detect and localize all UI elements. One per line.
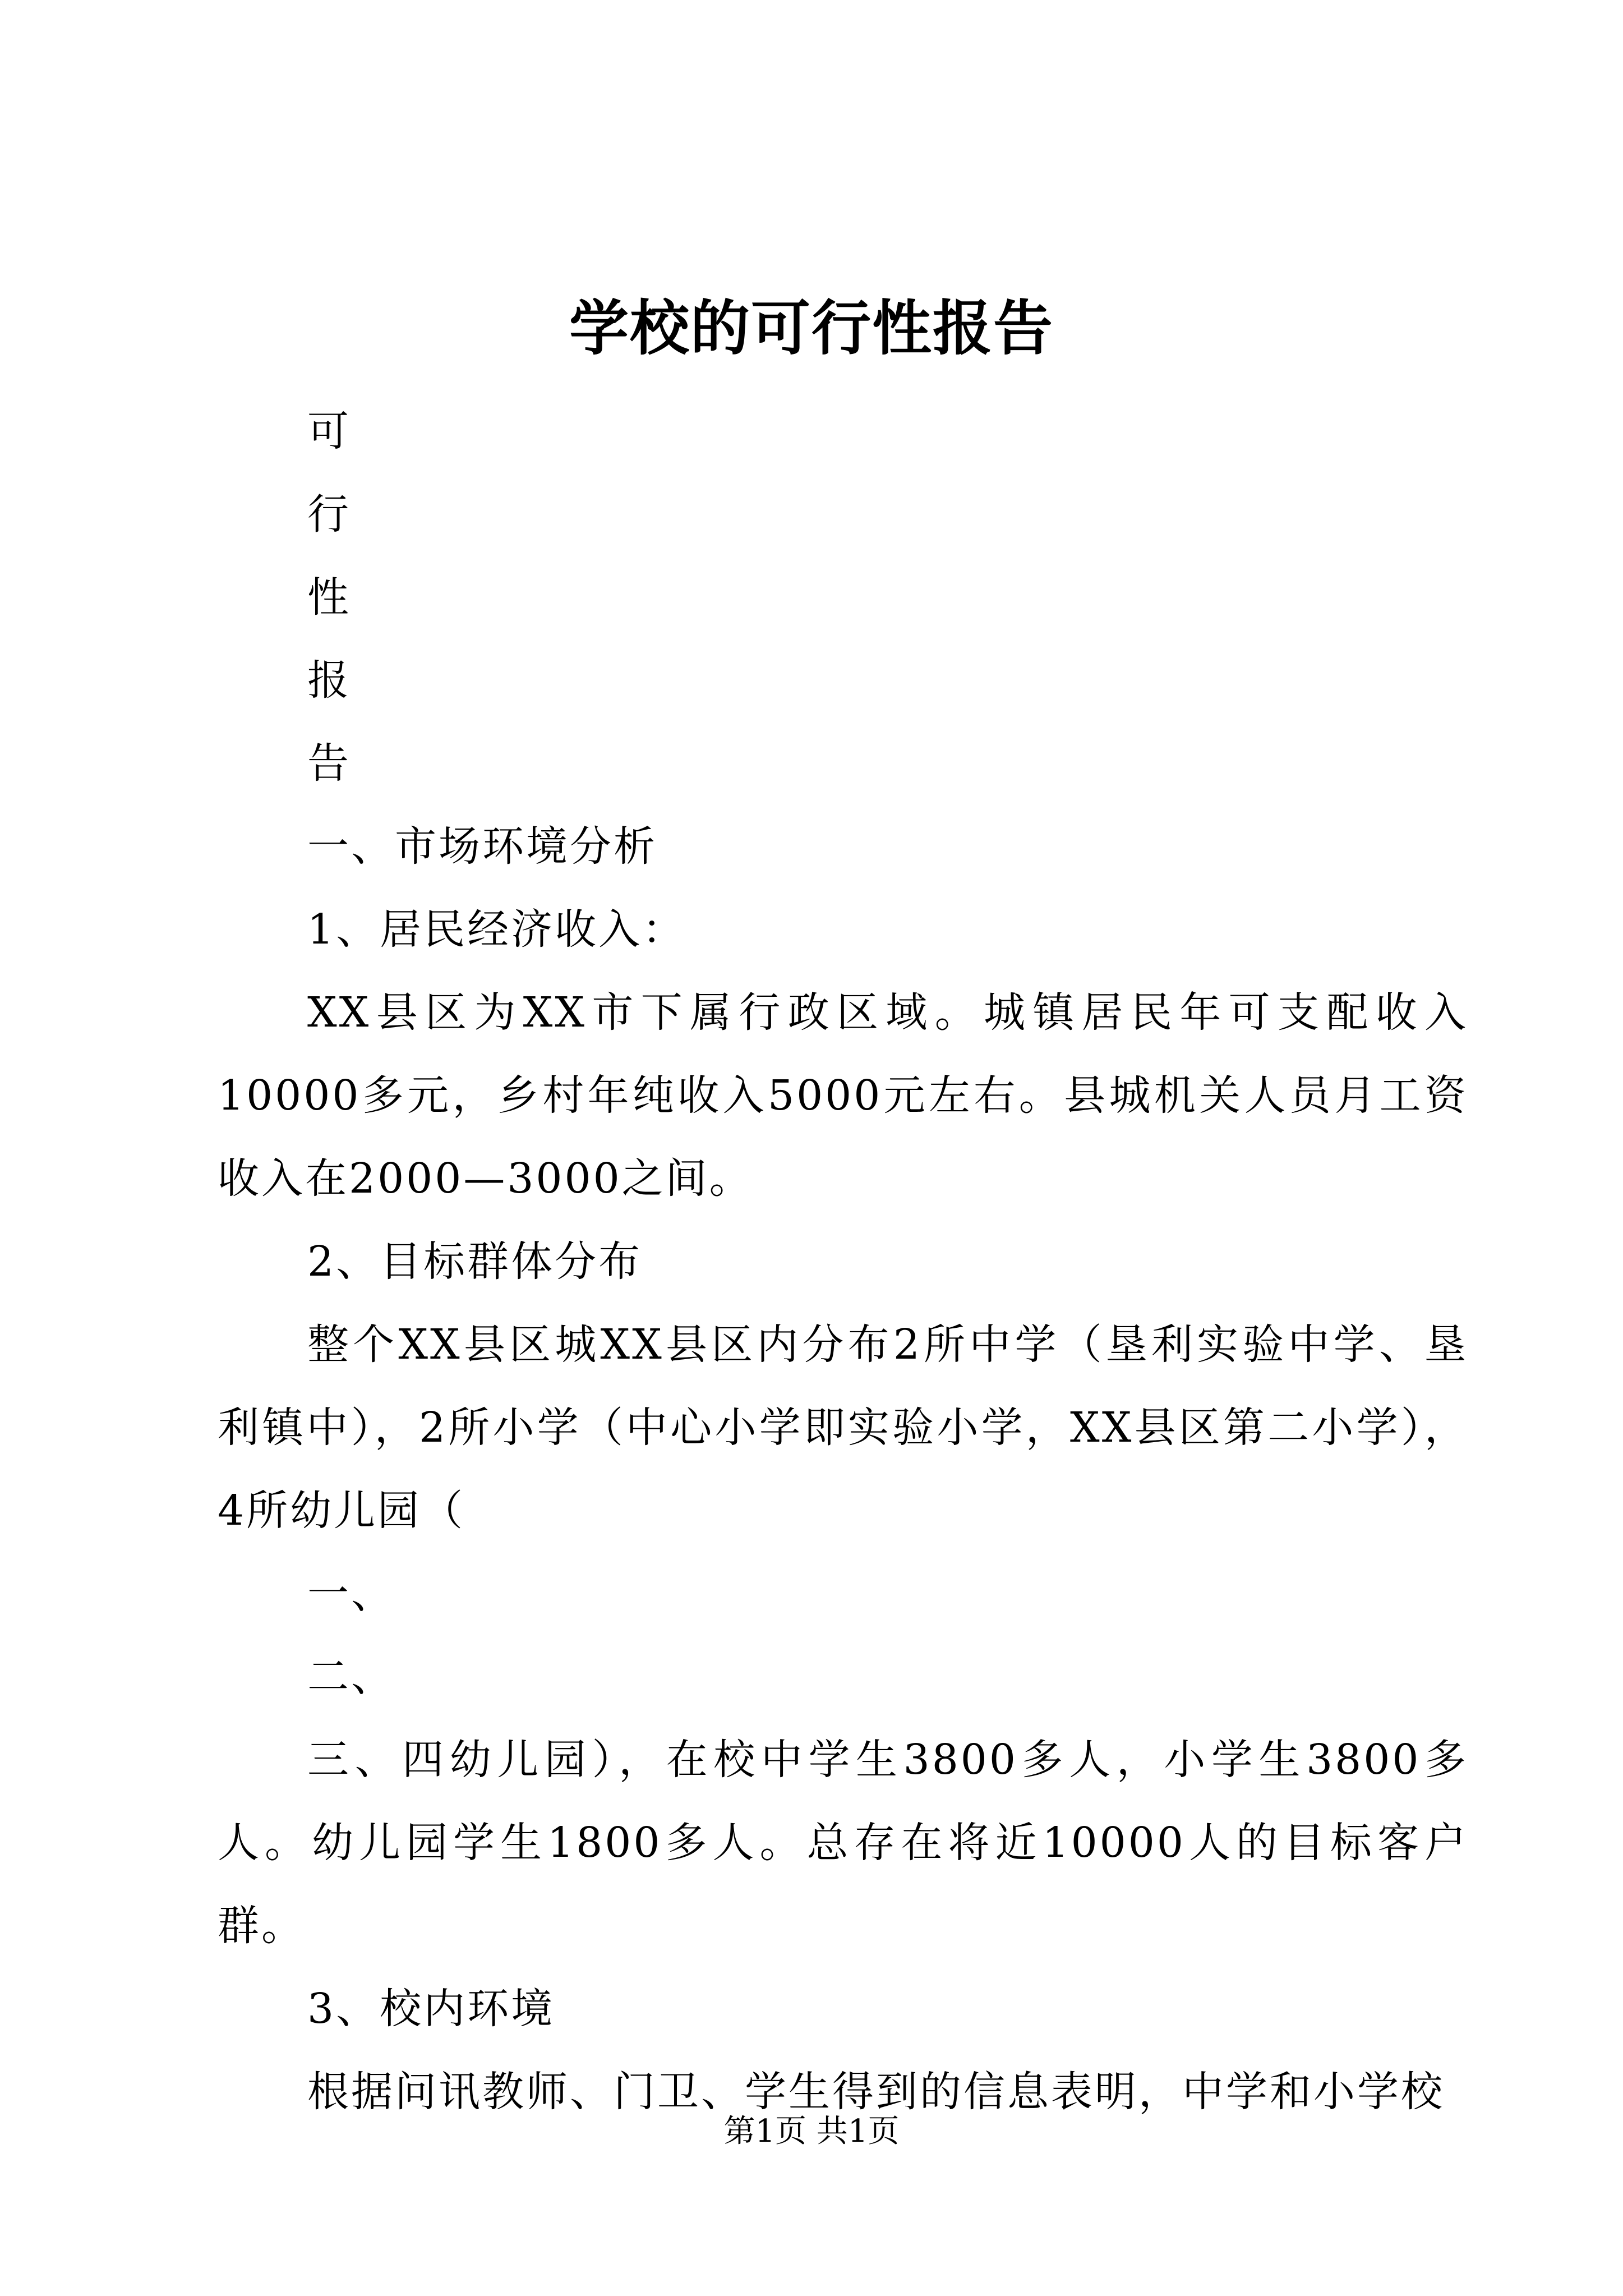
paragraph: 性 [307,573,351,622]
paragraph: 告 [307,739,351,788]
subsection-heading: 2、目标群体分布 [307,1237,643,1286]
subsection-heading: 1、居民经济收入： [307,905,686,954]
paragraph: 根据问讯教师、门卫、学生得到的信息表明，中学和小学校 [307,2068,1445,2116]
subsection-heading: 3、校内环境 [307,1985,555,2033]
paragraph: XX县区为XX市下属行政区域。城镇居民年可支配收入10000多元，乡村年纯收入5000元左右。县城机关人员月工资收入在2000—3000之间。 [218,988,1468,1203]
document-body [218,390,1468,2133]
paragraph: 整个XX县区城XX县区内分布2所中学（垦利实验中学、垦利镇中），2所小学（中心小学即实验小学，XX县区第二小学），4所幼儿园（ [218,1320,1468,1535]
paragraph: 可 [307,407,351,455]
section-heading: 一、市场环境分析 [307,822,657,871]
paragraph: 一、 [307,1570,395,1618]
paragraph: 三、四幼儿园），在校中学生3800多人，小学生3800多人。幼儿园学生1800多人。总存在将近10000人的目标客户群。 [218,1736,1468,1950]
page-footer [0,2109,1623,2154]
paragraph: 二、 [307,1653,395,1701]
page-number-label: 第1页 共1页 [723,2113,900,2150]
document-title: 学校的可行性报告 [569,293,1054,363]
paragraph: 行 [307,490,351,539]
paragraph: 报 [307,656,351,705]
